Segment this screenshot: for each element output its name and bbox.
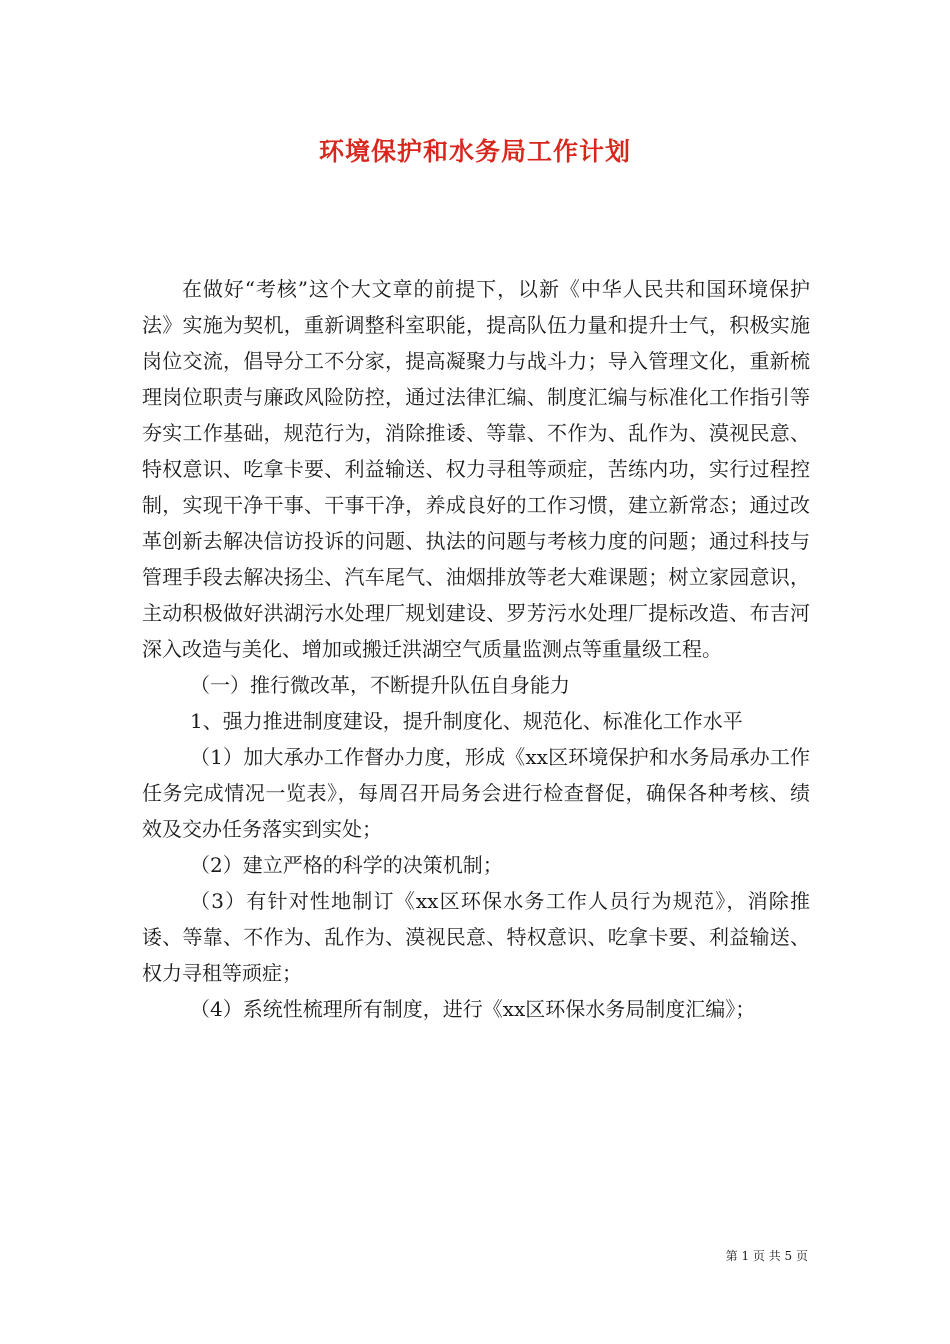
item-paragraph-3: （3）有针对性地制订《xx区环保水务工作人员行为规范》，消除推诿、等靠、不作为、乱作为、漠视民意、特权意识、吃拿卡要、利益输送、权力寻租等顽症； — [142, 889, 810, 985]
section-heading: （一）推行微改革，不断提升队伍自身能力 — [190, 673, 570, 697]
item-paragraph-1: （1）加大承办工作督办力度，形成《xx区环境保护和水务局承办工作任务完成情况一览表》，每周召开局务会进行检查督促，确保各种考核、绩效及交办任务落实到实处； — [142, 745, 810, 841]
document-title: 环境保护和水务局工作计划 — [318, 137, 631, 166]
document-body — [142, 271, 810, 1027]
item-paragraph-2: （2）建立严格的科学的决策机制； — [190, 853, 503, 877]
item-paragraph-4: （4）系统性梳理所有制度，进行《xx区环保水务局制度汇编》； — [190, 997, 756, 1021]
intro-paragraph: 在做好“考核”这个大文章的前提下，以新《中华人民共和国环境保护法》实施为契机，重新调整科室职能，提高队伍力量和提升士气，积极实施岗位交流，倡导分工不分家，提高凝聚力与战斗力；导入管理文化，重新梳理岗位职责与廉政风险防控，通过法律汇编、制度汇编与标准化工作指引等夯实工作基础，规范行为，消除推诿、等靠、不作为、乱作为、漠视民意、特权意识、吃拿卡要、利益输送、权力寻租等顽症，苦练内功，实行过程控制，实现干净干事、干事干净，养成良好的工作习惯，建立新常态；通过改革创新去解决信访投诉的问题、执法的问题与考核力度的问题；通过科技与管理手段去解决扬尘、汽车尾气、油烟排放等老大难课题；树立家园意识，主动积极做好洪湖污水处理厂规划建设、罗芳污水处理厂提标改造、布吉河深入改造与美化、增加或搬迁洪湖空气质量监测点等重量级工程。 — [142, 277, 810, 661]
page-number: 第 1 页 共 5 页 — [725, 1249, 808, 1263]
subsection-heading: 1、强力推进制度建设，提升制度化、规范化、标准化工作水平 — [190, 709, 743, 733]
